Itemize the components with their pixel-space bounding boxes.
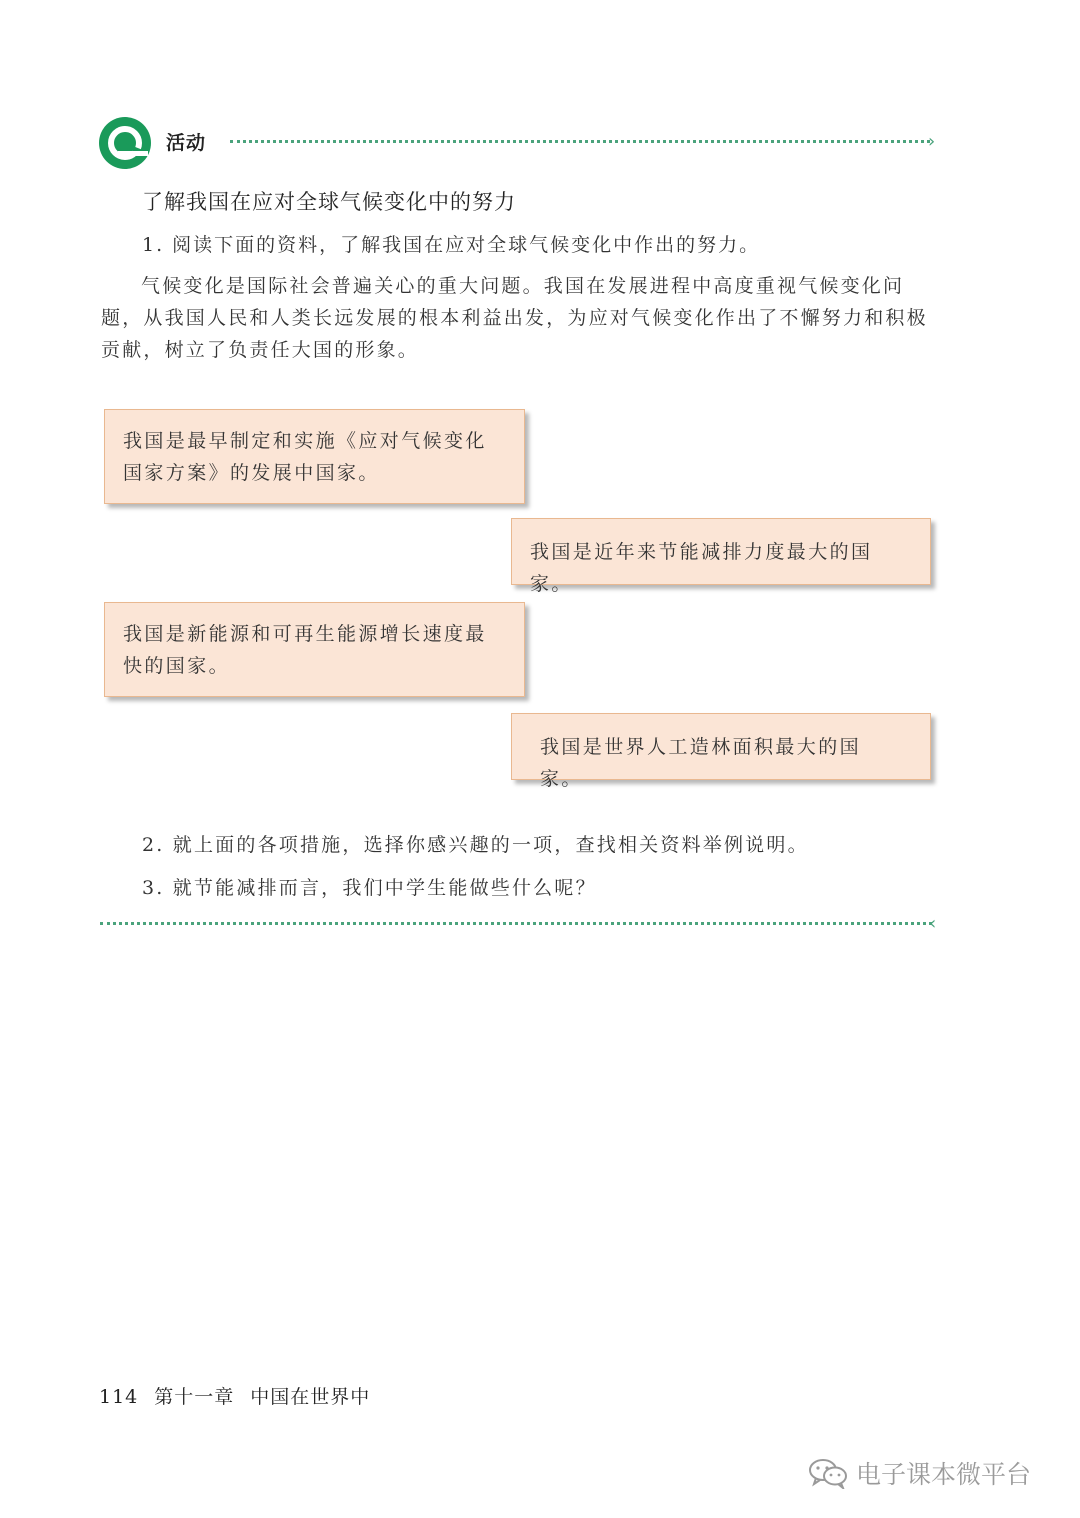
- activity-icon: [98, 116, 152, 170]
- watermark: [808, 1455, 1031, 1491]
- top-divider: [230, 140, 930, 143]
- question-2: 2. 就上面的各项措施，选择你感兴趣的一项，查找相关资料举例说明。: [142, 834, 809, 856]
- chevron-left-icon: ‹: [929, 913, 937, 934]
- page-footer: [99, 1382, 386, 1409]
- question-1: 1. 阅读下面的资料，了解我国在应对全球气候变化中作出的努力。: [142, 234, 761, 256]
- activity-title: 活动: [166, 132, 207, 154]
- info-box: 我国是新能源和可再生能源增长速度最快的国家。: [104, 602, 525, 697]
- info-box: 我国是世界人工造林面积最大的国家。: [511, 713, 931, 780]
- info-box: 我国是最早制定和实施《应对气候变化国家方案》的发展中国家。: [104, 409, 525, 504]
- bottom-divider: [100, 922, 932, 925]
- wechat-icon: [808, 1457, 848, 1489]
- info-box: 我国是近年来节能减排力度最大的国家。: [511, 518, 931, 585]
- activity-heading: 了解我国在应对全球气候变化中的努力: [142, 190, 516, 214]
- chapter-title: 中国在世界中: [250, 1386, 371, 1408]
- page-number: 114: [99, 1386, 139, 1408]
- watermark-text: 电子课本微平台: [856, 1460, 1032, 1489]
- intro-paragraph: 气候变化是国际社会普遍关心的重大问题。我国在发展进程中高度重视气候变化问题，从我国人民和人类长远发展的根本利益出发，为应对气候变化作出了不懈努力和积极贡献，树立了负责任大国的形象。: [101, 275, 928, 361]
- chapter-label: 第十一章: [154, 1386, 235, 1408]
- question-3: 3. 就节能减排而言，我们中学生能做些什么呢？: [142, 877, 597, 899]
- chevron-right-icon: ›: [928, 131, 936, 152]
